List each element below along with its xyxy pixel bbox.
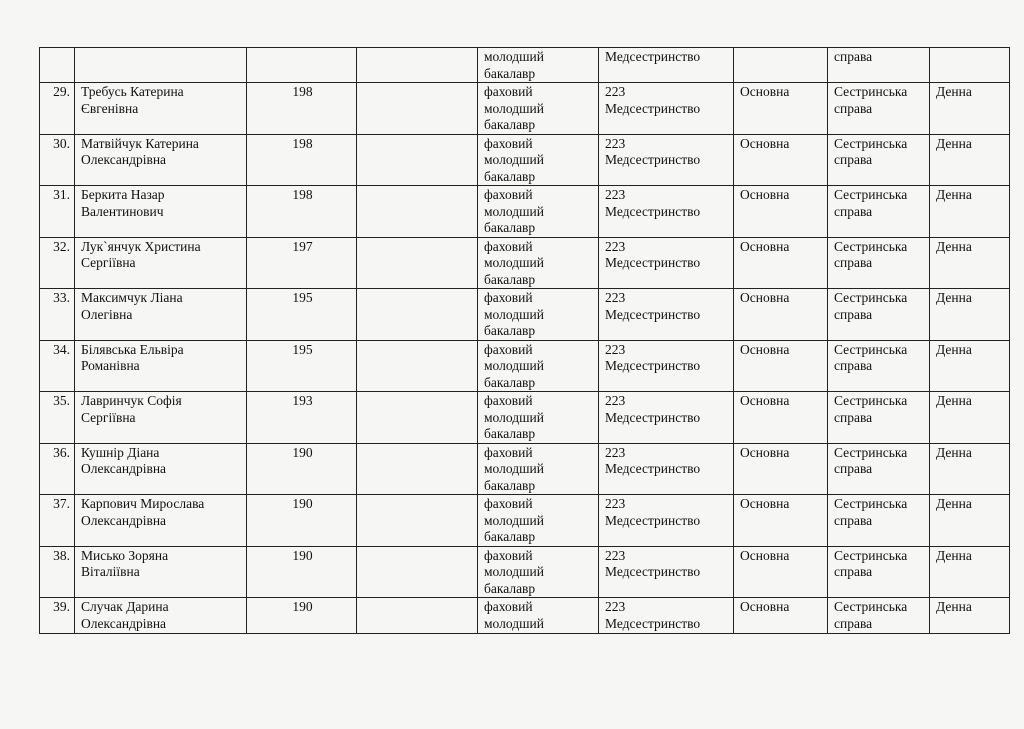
name-line: Олександрівна [81,615,167,631]
score-cell [247,392,357,444]
program-cell [828,598,930,634]
specialty-cell [599,443,734,495]
empty-cell [357,134,478,186]
score-text: 190 [292,599,313,614]
program-line: Сестринська [834,84,908,99]
specialty-line: 223 [605,547,626,563]
program-cell [828,546,930,598]
degree-line: фаховий [484,84,533,99]
program-line: Сестринська [834,444,908,460]
table-row [40,237,1010,289]
score-text: 190 [292,547,313,563]
score-text: 190 [292,444,313,460]
basis-cell [734,392,828,444]
degree-cell [478,83,599,135]
name-line: Лавринчук Софія [81,393,182,408]
program-line: справа [834,255,873,270]
basis-text: Основна [740,135,790,151]
score-text: 195 [292,290,313,305]
table-row [40,443,1010,495]
specialty-line: Медсестринство [605,615,701,631]
specialty-line: Медсестринство [605,100,701,116]
program-cell [828,83,930,135]
degree-line: фаховий [484,290,533,305]
degree-line: бакалавр [484,271,536,287]
table-row [40,186,1010,238]
name-line: Максимчук Ліана [81,290,183,305]
form-cell [930,134,1010,186]
degree-line: фаховий [484,599,533,614]
score-text: 190 [292,496,313,511]
row-number-text: 35. [53,393,70,408]
row-number [40,134,75,186]
score-cell [247,134,357,186]
name-cell [75,186,247,238]
name-line: Сергіївна [81,409,136,425]
score-text: 193 [292,393,313,408]
specialty-cell [599,186,734,238]
form-text: Денна [936,238,972,254]
row-number [40,546,75,598]
form-text: Денна [936,444,972,460]
basis-text: Основна [740,84,790,99]
program-line: справа [834,152,873,167]
row-number-text: 38. [53,547,70,563]
table-row [40,495,1010,547]
specialty-cell [599,237,734,289]
program-cell [828,48,930,83]
specialty-line: 223 [605,341,626,357]
basis-cell [734,237,828,289]
score-text: 197 [292,238,313,254]
specialty-cell [599,134,734,186]
program-line: справа [834,615,873,631]
name-line: Білявська Ельвіра [81,341,184,357]
table-row [40,83,1010,135]
specialty-cell [599,546,734,598]
degree-line: фаховий [484,135,533,151]
form-cell [930,392,1010,444]
basis-cell [734,48,828,83]
table-row [40,392,1010,444]
name-line: Олегівна [81,306,133,322]
degree-line: фаховий [484,238,533,254]
specialty-line: Медсестринство [605,564,701,579]
name-cell [75,546,247,598]
form-text: Денна [936,393,972,408]
row-number [40,598,75,634]
table-body [40,48,1010,634]
name-line: Лук`янчук Христина [81,238,201,254]
degree-line: молодший [484,615,544,631]
row-number [40,340,75,392]
specialty-line: Медсестринство [605,306,701,322]
specialty-cell [599,340,734,392]
empty-cell [357,546,478,598]
program-line: справа [834,409,873,425]
name-line: Матвійчук Катерина [81,135,199,151]
form-cell [930,546,1010,598]
degree-cell [478,237,599,289]
basis-text: Основна [740,599,790,614]
degree-line: бакалавр [484,168,536,184]
specialty-cell [599,495,734,547]
empty-cell [357,392,478,444]
specialty-line: Медсестринство [605,409,701,425]
name-line: Євгенівна [81,100,139,116]
degree-line: фаховий [484,341,533,357]
num-cell [40,48,75,83]
program-line: Сестринська [834,135,908,151]
program-line: Сестринська [834,496,908,511]
program-line: справа [834,49,873,64]
degree-cell [478,546,599,598]
specialty-line: 223 [605,238,626,254]
degree-cell [478,340,599,392]
row-number-text: 33. [53,290,70,305]
table-row [40,598,1010,634]
name-line: Кушнір Діана [81,444,160,460]
basis-text: Основна [740,187,790,202]
degree-line: бакалавр [484,220,536,235]
name-line: Олександрівна [81,512,167,528]
form-text: Денна [936,290,972,305]
program-line: Сестринська [834,238,908,254]
basis-cell [734,340,828,392]
name-cell [75,495,247,547]
specialty-line: Медсестринство [605,358,701,373]
specialty-cell [599,289,734,341]
degree-cell [478,495,599,547]
empty-cell [357,598,478,634]
degree-line: молодший [484,203,544,219]
degree-line: бакалавр [484,117,536,132]
basis-cell [734,186,828,238]
program-line: справа [834,306,873,322]
score-cell [247,598,357,634]
degree-cell [478,598,599,634]
empty-cell [357,83,478,135]
table-row-partial [40,48,1010,83]
row-number-text: 37. [53,496,70,511]
program-line: справа [834,358,873,373]
specialty-line: 223 [605,393,626,408]
name-cell [75,598,247,634]
degree-line: бакалавр [484,65,536,81]
degree-line: бакалавр [484,426,536,441]
degree-line: бакалавр [484,477,536,493]
row-number [40,237,75,289]
name-line: Віталіївна [81,564,140,579]
degree-line: молодший [484,461,544,476]
program-line: справа [834,461,873,476]
name-line: Требусь Катерина [81,84,184,99]
program-line: справа [834,564,873,579]
table-row [40,546,1010,598]
specialty-line: Медсестринство [605,461,701,476]
basis-cell [734,495,828,547]
score-cell [247,546,357,598]
program-line: Сестринська [834,547,908,563]
basis-cell [734,289,828,341]
name-line: Сергіївна [81,255,136,270]
name-line: Мисько Зоряна [81,547,169,563]
empty-cell [357,495,478,547]
form-cell [930,289,1010,341]
program-line: Сестринська [834,290,908,305]
form-text: Денна [936,496,972,511]
degree-line: молодший [484,255,544,270]
specialty-line: Медсестринство [605,152,701,167]
degree-cell [478,443,599,495]
basis-cell [734,83,828,135]
degree-cell [478,134,599,186]
form-cell [930,495,1010,547]
degree-line: молодший [484,564,544,579]
basis-cell [734,598,828,634]
program-cell [828,186,930,238]
row-number [40,83,75,135]
basis-cell [734,443,828,495]
program-line: Сестринська [834,393,908,408]
row-number [40,186,75,238]
name-line: Карпович Мирослава [81,496,205,511]
empty-cell [357,340,478,392]
degree-cell [478,289,599,341]
degree-line: фаховий [484,496,533,511]
name-cell [75,134,247,186]
row-number-text: 34. [53,341,70,357]
score-text: 198 [292,84,313,99]
form-text: Денна [936,135,972,151]
form-cell [930,598,1010,634]
degree-cell [478,392,599,444]
table-row [40,289,1010,341]
name-cell [75,340,247,392]
degree-line: молодший [484,49,544,64]
program-cell [828,289,930,341]
form-cell [930,340,1010,392]
row-number-text: 32. [53,238,70,254]
form-text: Денна [936,187,972,202]
empty-cell [357,186,478,238]
specialty-line: Медсестринство [605,512,701,528]
row-number [40,495,75,547]
score-cell [247,83,357,135]
name-cell [75,237,247,289]
basis-text: Основна [740,496,790,511]
basis-text: Основна [740,547,790,563]
degree-line: фаховий [484,444,533,460]
empty-cell [357,48,478,83]
form-text: Денна [936,599,972,614]
score-cell [247,48,357,83]
applicants-table [39,47,1010,634]
specialty-line: 223 [605,135,626,151]
degree-line: бакалавр [484,529,536,544]
program-line: справа [834,203,873,219]
row-number-text: 39. [53,599,70,614]
degree-line: бакалавр [484,374,536,390]
specialty-line: 223 [605,187,626,202]
specialty-line: 223 [605,290,626,305]
row-number-text: 36. [53,444,70,460]
score-cell [247,495,357,547]
score-cell [247,443,357,495]
form-cell [930,83,1010,135]
name-cell [75,289,247,341]
basis-text: Основна [740,444,790,460]
program-line: справа [834,512,873,528]
specialty-line: Медсестринство [605,203,701,219]
specialty-cell [599,48,734,83]
basis-text: Основна [740,341,790,357]
empty-cell [357,237,478,289]
form-cell [930,48,1010,83]
row-number [40,392,75,444]
empty-cell [357,289,478,341]
degree-line: молодший [484,512,544,528]
degree-cell [478,48,599,83]
degree-line: фаховий [484,187,533,202]
score-cell [247,289,357,341]
program-line: Сестринська [834,341,908,357]
row-number [40,289,75,341]
score-text: 198 [292,135,313,151]
basis-cell [734,134,828,186]
table-row [40,134,1010,186]
specialty-line: Медсестринство [605,255,701,270]
degree-line: молодший [484,409,544,425]
specialty-line: 223 [605,496,626,511]
empty-cell [357,443,478,495]
degree-line: бакалавр [484,580,536,596]
name-cell [75,48,247,83]
name-cell [75,443,247,495]
form-text: Денна [936,84,972,99]
form-cell [930,186,1010,238]
row-number-text: 29. [53,84,70,99]
specialty-line: 223 [605,599,626,614]
program-cell [828,392,930,444]
specialty-line: 223 [605,84,626,99]
form-cell [930,443,1010,495]
basis-text: Основна [740,290,790,305]
basis-text: Основна [740,238,790,254]
score-text: 195 [292,341,313,357]
name-line: Случак Дарина [81,599,169,614]
name-cell [75,83,247,135]
program-cell [828,340,930,392]
score-cell [247,237,357,289]
specialty-cell [599,598,734,634]
name-line: Олександрівна [81,461,167,476]
program-line: Сестринська [834,187,908,202]
name-line: Олександрівна [81,152,167,167]
degree-cell [478,186,599,238]
degree-line: фаховий [484,547,533,563]
score-text: 198 [292,187,313,202]
program-cell [828,237,930,289]
degree-line: молодший [484,152,544,167]
basis-text: Основна [740,393,790,408]
program-cell [828,443,930,495]
score-cell [247,340,357,392]
name-cell [75,392,247,444]
form-text: Денна [936,341,972,357]
specialty-cell [599,392,734,444]
name-line: Беркита Назар [81,187,165,202]
program-line: Сестринська [834,599,908,614]
name-line: Валентинович [81,203,164,219]
program-line: справа [834,100,873,116]
name-line: Романівна [81,358,140,373]
specialty-cell [599,83,734,135]
row-number [40,443,75,495]
form-cell [930,237,1010,289]
specialty-line: 223 [605,444,626,460]
row-number-text: 30. [53,135,70,151]
degree-line: молодший [484,100,544,116]
specialty-line: Медсестринство [605,49,701,64]
row-number-text: 31. [53,187,70,202]
program-cell [828,495,930,547]
program-cell [828,134,930,186]
degree-line: молодший [484,358,544,373]
score-cell [247,186,357,238]
form-text: Денна [936,547,972,563]
degree-line: фаховий [484,393,533,408]
degree-line: бакалавр [484,323,536,338]
table-row [40,340,1010,392]
basis-cell [734,546,828,598]
degree-line: молодший [484,306,544,322]
